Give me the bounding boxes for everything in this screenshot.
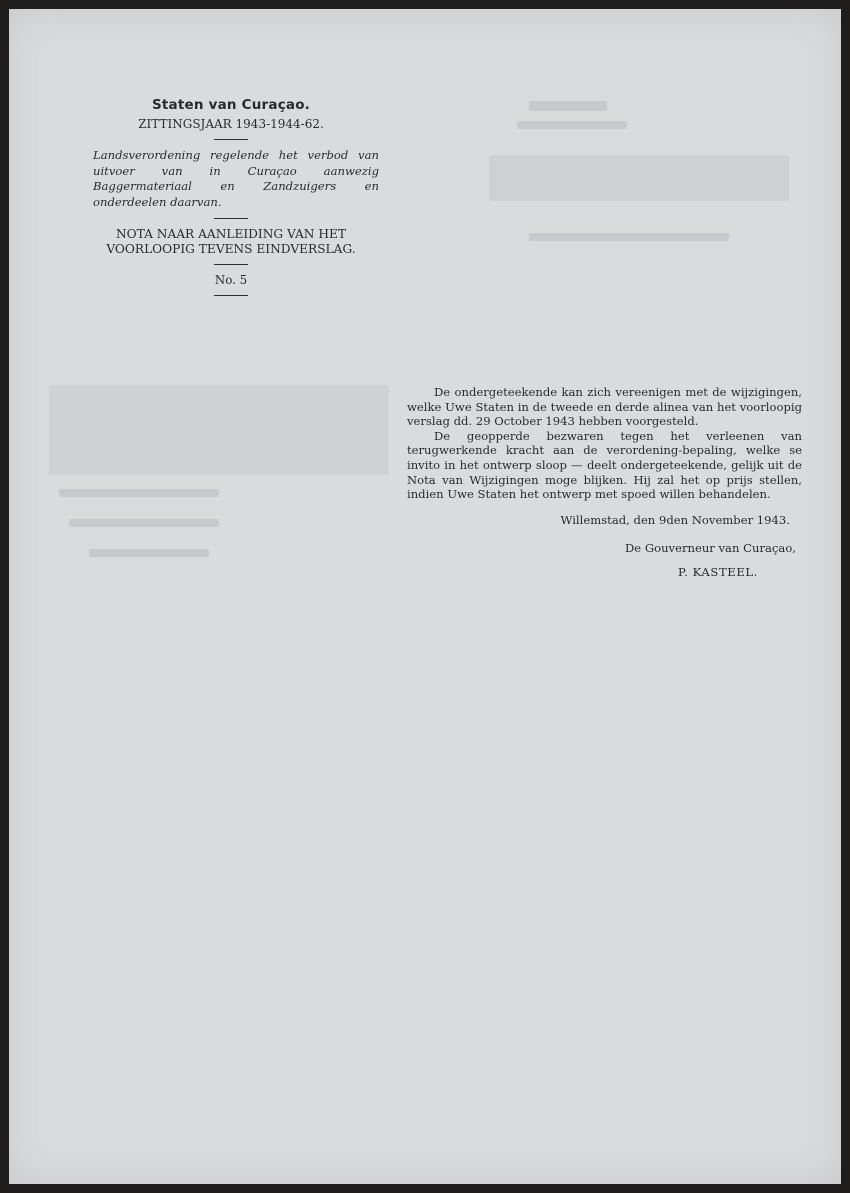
document-page xyxy=(9,9,841,1184)
bleed-through-mark xyxy=(69,519,219,527)
document-number: No. 5 xyxy=(214,273,248,287)
document-header xyxy=(83,97,379,304)
session-year: ZITTINGSJAAR 1943-1944-62. xyxy=(138,117,324,131)
bleed-through-mark xyxy=(529,233,729,241)
signer-title: De Gouverneur van Curaçao, xyxy=(624,541,796,556)
divider xyxy=(214,139,248,140)
bleed-through-mark xyxy=(49,385,389,475)
divider xyxy=(214,295,248,296)
bleed-through-mark xyxy=(529,101,607,111)
nota-title: NOTA NAAR AANLEIDING VAN HET VOORLOOPIG TEVENS EINDVERSLAG. xyxy=(106,227,356,256)
divider xyxy=(214,218,248,219)
document-org: Staten van Curaçao. xyxy=(151,97,311,113)
bleed-through-mark xyxy=(517,121,627,129)
signer-name: P. KASTEEL. xyxy=(678,564,758,579)
body-paragraph: De geopperde bezwaren tegen het verleenen van terugwerkende kracht aan de verordening-bepaling, welke se invito in het ontwerp sloop — deelt ondergeteekende, gelijk uit de Nota van Wijzigingen moge blijken. Hij zal het op prijs stellen, indien Uwe Staten het ontwerp met spoed willen behandelen. xyxy=(407,428,802,502)
document-body xyxy=(407,385,802,580)
divider xyxy=(214,264,248,265)
bleed-through-mark xyxy=(489,155,789,201)
bleed-through-mark xyxy=(89,549,209,557)
place-date: Willemstad, den 9den November 1943. xyxy=(560,512,790,527)
ordinance-subject: Landsverordening regelende het verbod van uitvoer van in Curaçao aanwezig Baggermateriaal en Zandzuigers en onderdeelen daarvan. xyxy=(93,148,379,209)
bleed-through-mark xyxy=(59,489,219,497)
body-paragraph: De ondergeteekende kan zich vereenigen met de wijzigingen, welke Uwe Staten in de tweede en derde alinea van het voorloopig verslag dd. 29 October 1943 hebben voorgesteld. xyxy=(407,385,802,429)
